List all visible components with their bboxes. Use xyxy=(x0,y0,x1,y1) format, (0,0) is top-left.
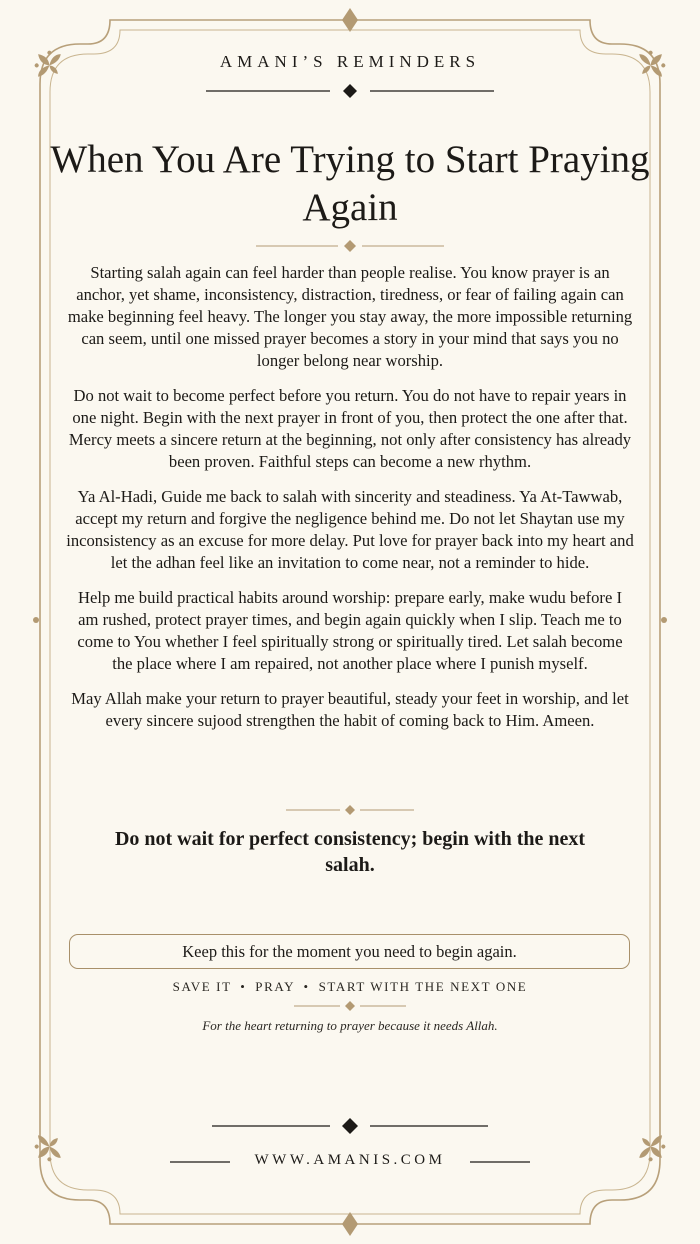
separator-dot: • xyxy=(240,979,247,994)
paragraph: Starting salah again can feel harder than people realise. You know prayer is an anchor, yet shame, inconsistency, distraction, tiredness, or fear of failing again can make beginning feel heavy. The longer you stay away, the more impossible returning can seem, until one missed prayer becomes a story in your mind that says you no longer belong near worship. xyxy=(67,263,633,370)
reminder-body xyxy=(66,262,634,745)
action-line xyxy=(0,979,700,995)
paragraph: Do not wait to become perfect before you return. You do not have to repair years in one night. Begin with the next prayer in front of you, then protect the one after that. Mercy meets a sincere return at the beginning, not only after consistency has already been proven. Faithful steps can become a new rhythm. xyxy=(68,386,632,471)
action-start-next: START WITH THE NEXT ONE xyxy=(318,979,528,994)
paragraph: Ya Al-Hadi, Guide me back to salah with sincerity and steadiness. Ya At-Tawwab, accept my return and forgive the negligence behind me. Do not let Shaytan use my inconsistency as an excuse for more delay. Put love for prayer back into my heart and let the adhan feel like an invitation to come near, not a reminder to hide. xyxy=(66,487,634,572)
paragraph: Help me build practical habits around worship: prepare early, make wudu before I am rushed, protect prayer times, and begin again quickly when I slip. Teach me to come to You whether I feel spiritually strong or spiritually tired. Let salah become the place where I am repaired, not another place where I punish myself. xyxy=(77,588,623,673)
brand-header: AMANI’S REMINDERS xyxy=(219,52,481,71)
separator-dot: • xyxy=(303,979,310,994)
paragraph: May Allah make your return to prayer beautiful, steady your feet in worship, and let every sincere sujood strengthen the habit of coming back to Him. Ameen. xyxy=(71,689,629,730)
action-save: SAVE IT xyxy=(172,979,232,994)
keep-note-box: Keep this for the moment you need to begin again. xyxy=(69,934,630,969)
action-pray: PRAY xyxy=(255,979,295,994)
page-title: When You Are Trying to Start Praying Again xyxy=(50,138,650,229)
tagline: For the heart returning to prayer because it needs Allah. xyxy=(202,1018,498,1033)
website-link[interactable]: WWW.AMANIS.COM xyxy=(254,1152,446,1168)
closing-statement: Do not wait for perfect consistency; begin with the next salah. xyxy=(114,828,586,876)
